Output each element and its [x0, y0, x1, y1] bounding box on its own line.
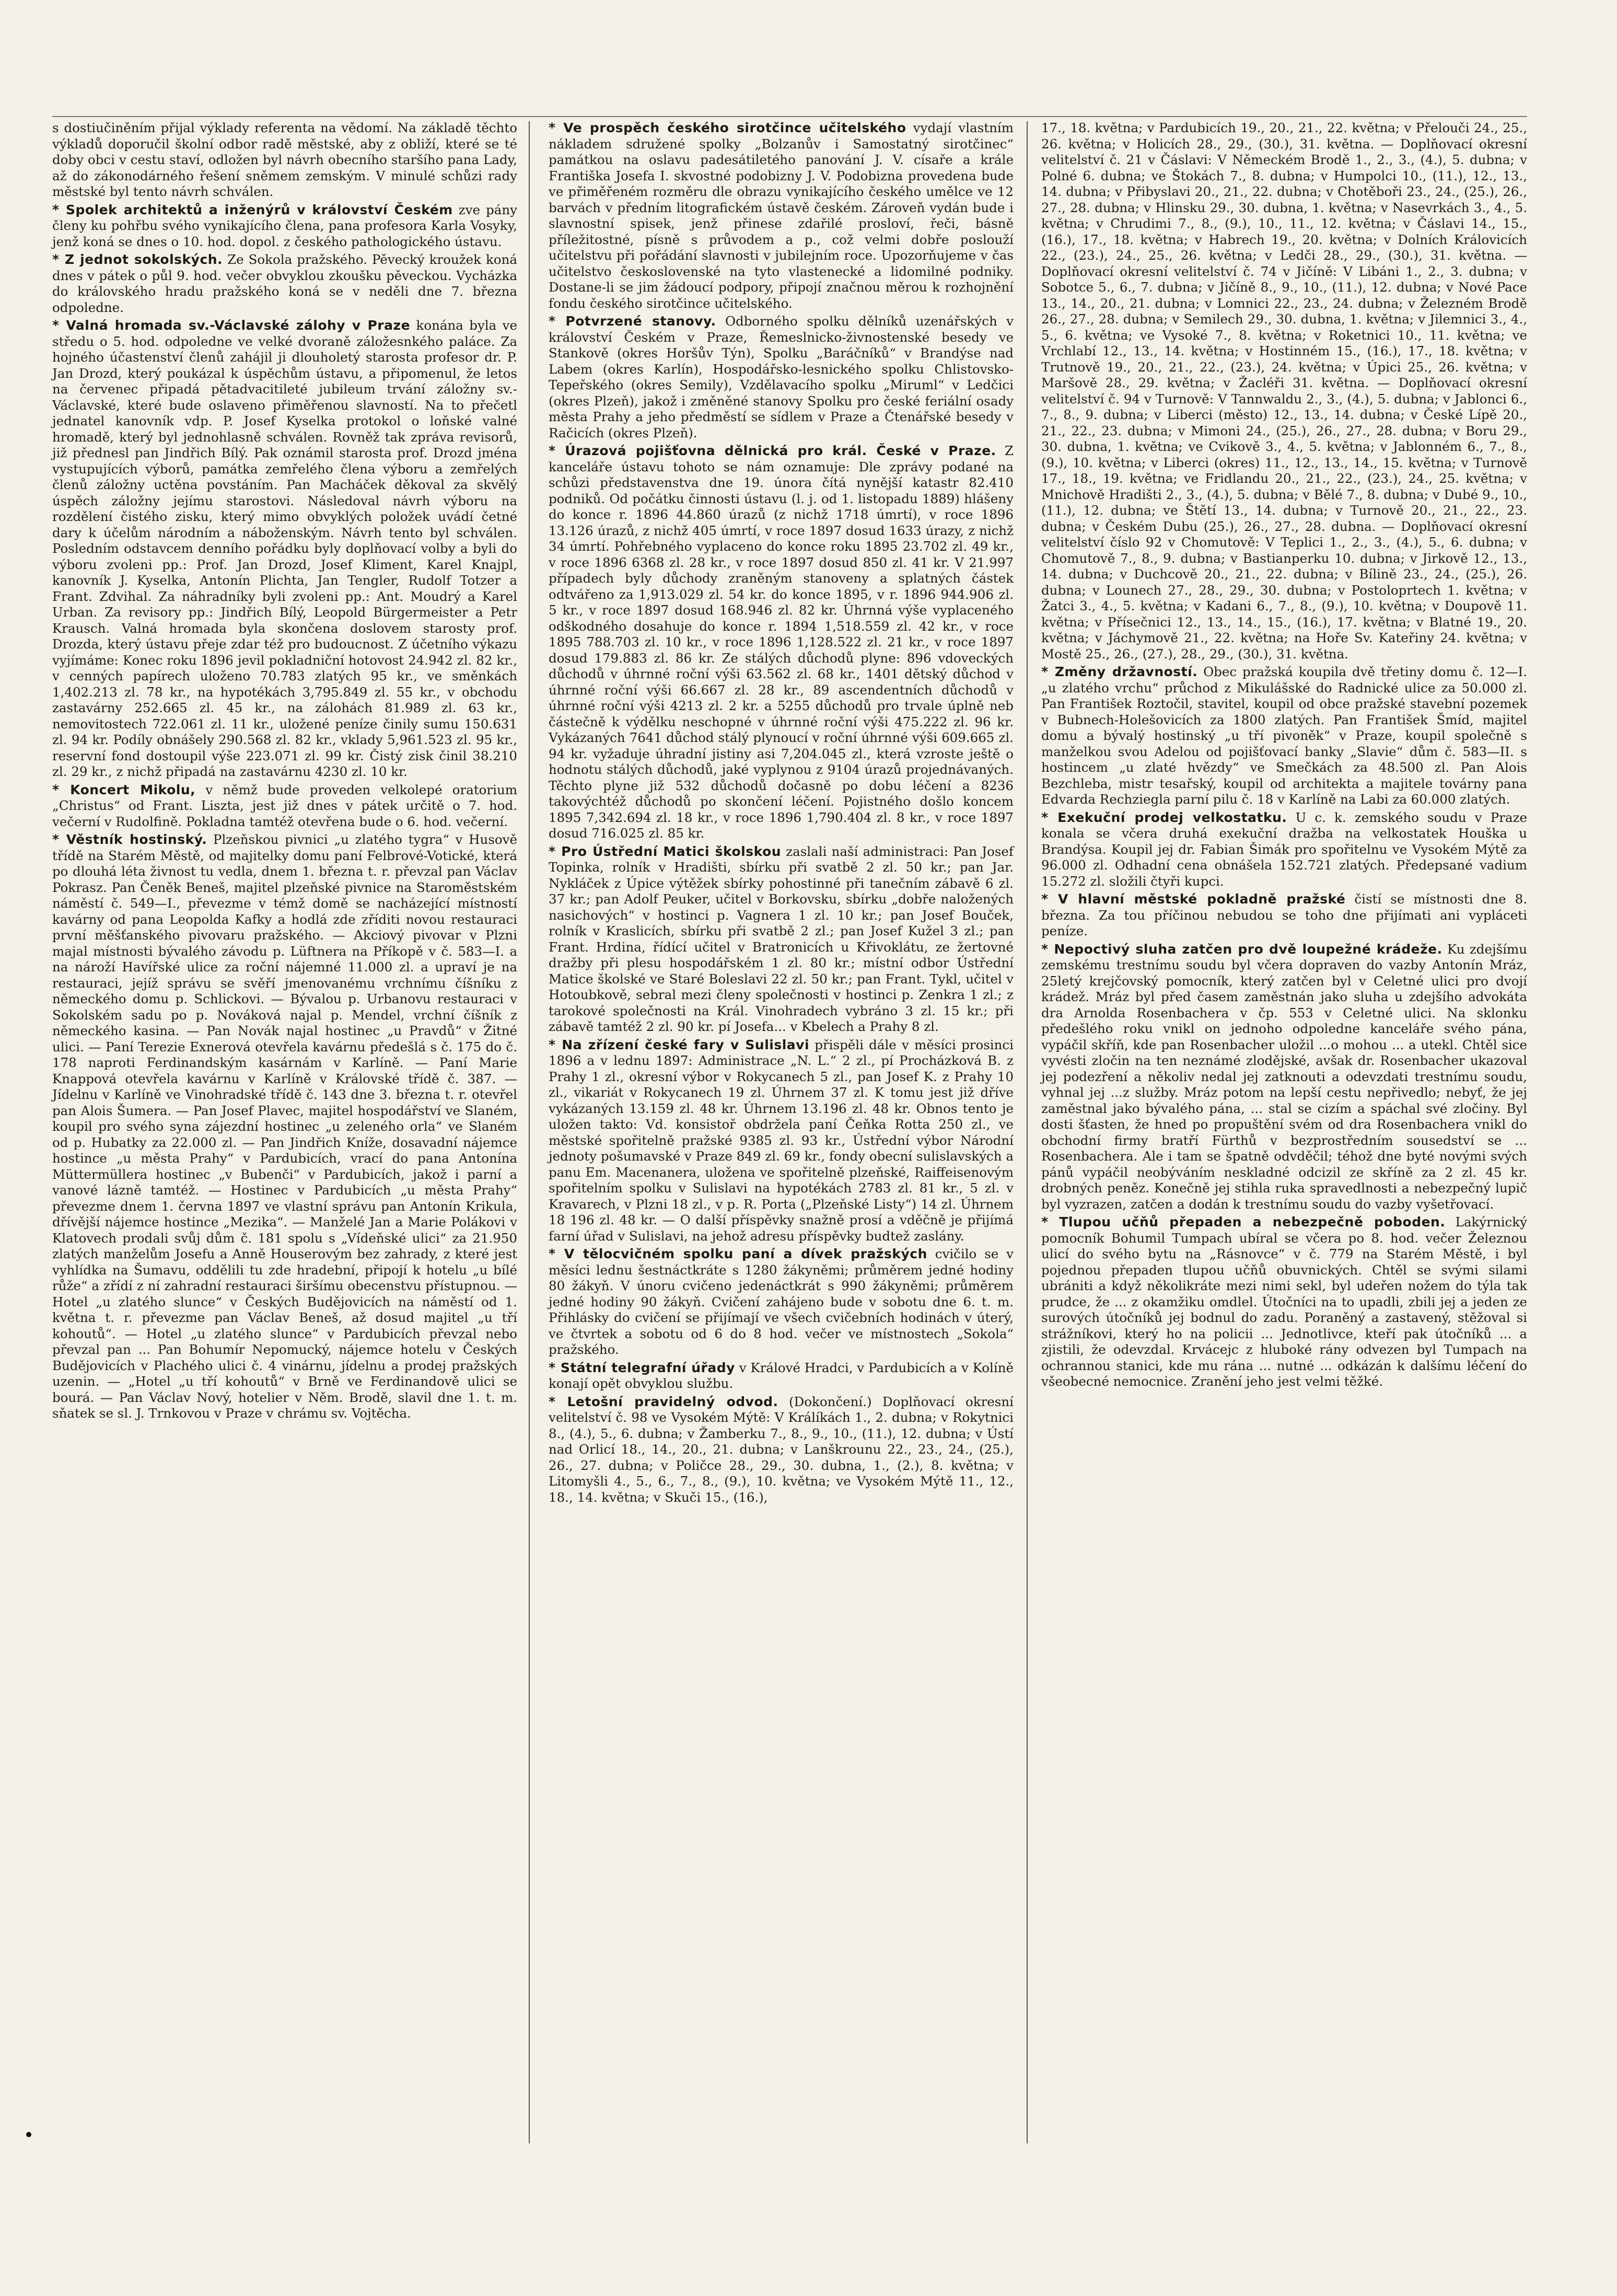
article-text: čistí se místnosti dne 8. března. Za tou příčinou nebudou se toho dne přijímati ani vypláceti peníze. — [1041, 891, 1527, 938]
article-text: 17., 18. května; v Pardubicích 19., 20., 21., 22. května; v Přelouči 24., 25., 26. května; v Holicích 28., 29., (30.), 31. května. — Doplňovací okresní velitelství č. 21 v Čáslavi: V Německém Brodě 1., 2., 3., (4.), 5. dubna; v Polné 6. dubna; ve Štokách 7., 8. dubna; v Humpolci 10., (11.), 12., 13., 14. dubna; v Přibyslavi 20., 21., 22. dubna; v Chotěboři 23., 24., (25.), 26., 27., 28. dubna; v Hlinsku 29., 30. dubna, 1. května; v Nasevrkách 3., 4., 5. května; v Chrudimi 7., 8., (9.), 10., 11., 12. května; v Čáslavi 14., 15., (16.), 17., 18. května; v Habrech 19., 20. května; v Dolních Královicích 22., (23.), 24., 25., 26. května; v Ledči 28., 29., (30.), 31. května. — Doplňovací okresní velitelství č. 74 v Jičíně: V Libáni 1., 2., 3. dubna; v Sobotce 5., 6., 7. dubna; v Jičíně 8., 9., 10., (11.), 12. dubna; v Nové Pace 13., 14., 20., 21. dubna; v Lomnici 22., 23., 24. dubna; v Železném Brodě 26., 27., 28. dubna; v Semilech 29., 30. dubna, 1. května; v Jilemnici 3., 4., 5., 6. května; ve Vysoké 7., 8. května; v Roketnici 10., 11. května; ve Vrchlabí 12., 13., 14. května; v Hostinném 15., (16.), 17., 18. května; v Trutnově 19., 20., 21., 22., (23.), 24. května; v Úpici 25., 26. května; v Maršově 28., 29. května; v Žacléři 31. května. — Doplňovací okresní velitelství č. 94 v Turnově: V Tannwaldu 2., 3., (4.), 5. dubna; v Jablonci 6., 7., 8., 9. dubna; v Liberci (město) 12., 13., 14. dubna; v České Lípě 20., 21., 22., 23. dubna; v Mimoni 24., (25.), 26., 27., 28. dubna; v Boru 29., 30. dubna, 1. května; ve Cvikově 3., 4., 5. května; v Jablonném 6., 7., 8., (9.), 10. května; v Liberci (okres) 11., 12., 13., 14., 15. května; v Turnově 17., 18., 19. května; ve Fridlandu 20., 21., 22., (23.), 24., 25. května; v Mnichově Hradišti 2., 3., (4.), 5. dubna; v Bělé 7., 8. dubna; v Dubé 9., 10., (11.), 12. dubna; ve Štětí 13., 14. dubna; v Turnově 20., 21., 22., 23. dubna; v Českém Dubu (25.), 26., 27., 28. dubna. — Doplňovací okresní velitelství číslo 92 v Chomutově: V Teplici 1., 2., 3., (4.), 5., 6. dubna; v Chomutově 7., 8., 9. dubna; v Bastianperku 10. dubna; v Jirkově 12., 13., 14. dubna; v Duchcově 20., 21., 22. dubna; v Bílině 23., 24., (25.), 26. dubna; v Lounech 27., 28., 29., 30. dubna; v Postoloprtech 1. května; v Žatci 3., 4., 5. května; v Kadani 6., 7., 8., (9.), 10. května; v Doupově 11. května; v Přísečnici 12., 13., 14., 15., (16.), 17. května; v Blatné 19., 20. května; v Jáchymově 21., 22. května; na Hoře Sv. Kateřiny 24. května; v Mostě 25., 26., (27.), 28., 29., (30.), 31. května. — [1041, 120, 1527, 662]
article-heading: * Spolek architektů a inženýrů v království Českém — [52, 202, 453, 217]
article-text: Lakýrnický pomocník Bohumil Tumpach ubíral se včera po 8. hod. večer Železnou ulicí do svého bytu na „Rásnovce“ v č. 779 na Starém Městě, i byl pojednou přepaden tlupou učňů obuvnických. Chtěl se svými silami ubrániti a když několikráte mezi nimi sekl, byl udeřen nožem do týla tak prudce, že ... z okamžiku omdlel. Útočníci na to upadli, zbili jej a jeden ze surových útočníků jej bodnul do zadu. Poraněný a zastavený, stěžoval si strážníkovi, který ho na policii ... Jednotlivce, kteří pak útočníků ... a zjistili, že odevzdal. Krvácejc z hluboké rány odvezen byl Tumpach na ochrannou stanici, kde mu rána ... nutné ... odkázán k dalšímu léčení do všeobecné nemocnice. Zranění jeho jest velmi těžké. — [1041, 1214, 1527, 1389]
article-paragraph — [1041, 810, 1527, 890]
article-text: Ze Sokola pražského. Pěvecký kroužek koná dnes v pátek o půl 9. hod. večer obvyklou zkoušku pěveckou. Vycházka do královského hradu pražského koná se v neděli dne 7. března odpoledne. — [52, 252, 518, 315]
article-heading: * Změny državností. — [1041, 664, 1198, 679]
article-paragraph — [52, 318, 517, 780]
article-paragraph — [1041, 891, 1527, 940]
article-text: U c. k. zemského soudu v Praze konala se včera druhá exekuční dražba na velkostatek Houška u Brandýsa. Koupil jej dr. Fabian Šimák pro spořitelnu ve Vysokém Mýtě za 96.000 zl. Odhadní cena obnášela 152.721 zlatých. Předepsané vadium 15.272 zl. složili čtyři kupci. — [1041, 809, 1527, 889]
article-paragraph — [549, 1394, 1014, 1506]
article-heading: * Na zřízení české fary v Sulislavi — [549, 1037, 810, 1052]
article-paragraph — [1041, 1214, 1527, 1390]
article-heading: * Nepoctivý sluha zatčen pro dvě loupežné krádeže. — [1041, 941, 1442, 957]
column-1 — [52, 120, 517, 1424]
column-rule-1 — [529, 121, 530, 2143]
article-heading: * Valná hromada sv.-Václavské zálohy v Praze — [52, 318, 411, 333]
article-text: Ku zdejšímu zemskému trestnímu soudu byl včera dopraven do vazby Antonín Mráz, 25letý krejčovský pomocník, který zatčen byl v Celetné ulici pro dvojí krádež. Mráz byl před časem zaměstnán jako sluha u zdejšího advokáta dra Arnolda Rosenbachera v čp. 553 v Celetné ulici. Na sklonku předešlého roku vnikl on jednoho odpoledne kanceláře svého pána, vypáčil skříň, kde pan Rosenbacher uložil ...o mohou ... a utekl. Chtěl sice vyvésti zločin na ten neznámé zlodějské, avšak dr. Rosenbacher ukazoval jej podezření a několiv nedal jej zatknouti a odevzdati trestnímu soudu, vyhnal jej ...z služby. Mráz potom na lepší cestu nepřivedlo; nebyť, že jej zaměstnal jako bývalého pána, ... stal se cizím a spáchal své zločiny. Byl dosti šťasten, že hned po propuštění svém od dra Rosenbachera vnikl do obchodní firmy bratří Fürthů v bezprostředním sousedství se ... Rosenbachera. Ale i tam se špatně odvděčil; téhož dne byté novými svých pánů vypáčil neobýváním neskladné odcizil ze skříně za 2 zl. 45 kr. drobných peněz. Konečně jej stihla ruka spravedlnosti a nebezpečný lupič byl vyzrazen, zatčen a dodán k trestnímu soudu do vazby vyšetřovací. — [1041, 941, 1527, 1212]
article-paragraph — [549, 844, 1014, 1035]
column-3 — [1041, 120, 1527, 1392]
article-text: s dostiučiněním přijal výklady referenta na vědomí. Na základě těchto výkladů doporučil školní odbor radě městské, aby z obliží, které se té doby obci v cestu staví, odložen byl návrh obecního staršího pana Lady, až do zákonodárného řešení sněmem zemským. V minulé schůzi rady městské byl tento návrh schválen. — [52, 120, 517, 199]
article-paragraph — [549, 1246, 1014, 1358]
article-paragraph — [549, 1037, 1014, 1245]
article-heading: * Tlupou učňů přepaden a nebezpečně poboden. — [1041, 1214, 1446, 1230]
article-heading: * Z jednot sokolských. — [52, 252, 223, 267]
article-paragraph — [1041, 120, 1527, 662]
article-paragraph — [549, 1360, 1014, 1392]
article-heading: * Potvrzené stanovy. — [549, 314, 716, 329]
column-2 — [549, 120, 1014, 1508]
article-text: zaslali naší administraci: Pan Josef Topinka, rolník v Hradišti, sbírku při svatbě 2 zl. 50 kr.; pan Jar. Nykláček z Úpice výtěžek sbírky pohostinné při tanečním zábavě 6 zl. 37 kr.; pan Adolf Peuker, učitel v Borkovsku, sbírku „dobře naložených nasichových“ v hostinci p. Vagnera 1 zl. 10 kr.; pan Josef Bouček, rolník v Kraslicích, sbírku při svatbě 2 zl.; pan Josef Kužel 3 zl.; pan Frant. Hrdina, řídící učitel v Bratronicích u Křivoklátu, ze žertovné dražby při plesu hospodářském 1 zl. 80 kr.; místní odbor Ústřední Matice školské ve Staré Boleslavi 22 zl. 50 kr.; pan Frant. Tykl, učitel v Hotoubkově, sebral mezi členy společnosti v hostinci p. Zenkra 1 zl.; z tarokové společnosti na Král. Vinohradech vybráno 3 zl. 15 kr.; při zábavě tamtéž 2 zl. 90 kr. pí Josefa... v Kbelech a Prahy 8 zl. — [549, 843, 1014, 1034]
article-text: přispěli dále v měsíci prosinci 1896 a v lednu 1897: Administrace „N. L.“ 2 zl., pí Procházková B. z Prahy 1 zl., okresní výbor v Rokycanech 5 zl., pan Josef K. z Prahy 10 zl., vikariát v Rokycanech 19 zl. Úhrnem 37 zl. K tomu jest již dříve vykázaných 13.159 zl. 48 kr. Úhrnem 13.196 zl. 48 kr. Obnos tento je uložen takto: Vd. konsistoř obdržela paní Čeňka Rotta 250 zl., ve městské spořitelně pražské 9385 zl. 93 kr., Ústřední výbor Národní jednoty pošumavské v Praze 849 zl. 69 kr., fondy obecní sulislavských a panu Em. Macenanera, uložena ve spořitelně plzeňské, Raiffeisenovým spořitelním spolku v Sulislavi na hypotékách 2783 zl. 81 kr., 5 zl. v Kravarech, v Plzni 18 zl., v p. R. Porta („Plzeňské Listy“) 14 zl. Úhrnem 18 196 zl. 48 kr. — O další příspěvky snažně prosí a vděčně je přijímá farní úřad v Sulislavi, na jehož adresu příspěvky budtež zaslány. — [549, 1037, 1014, 1244]
article-heading: * Koncert Mikolu, — [52, 782, 196, 797]
article-paragraph — [52, 782, 517, 830]
article-text: zve pány členy ku pohřbu svého vynikajícího člena, pana profesora Karla Vosyky, jenž koná se dnes o 10. hod. dopol. z českého pathologického ústavu. — [52, 202, 517, 249]
article-paragraph — [549, 314, 1014, 441]
article-paragraph — [52, 120, 517, 200]
article-paragraph — [52, 832, 517, 1422]
article-paragraph — [52, 202, 517, 250]
article-heading: * Státní telegrafní úřady — [549, 1360, 735, 1375]
article-heading: * Věstník hostinský. — [52, 832, 207, 847]
article-heading: * Letošní pravidelný odvod. — [549, 1394, 778, 1409]
article-paragraph — [1041, 664, 1527, 808]
article-heading: * Ve prospěch českého sirotčince učitelského — [549, 120, 906, 135]
article-text: Z kanceláře ústavu tohoto se nám oznamuje: Dle zprávy podané na schůzi představenstva dne 19. února čítá nynější katastr 82.410 podniků. Od počátku činnosti ústavu (l. j. od 1. listopadu 1889) hlášeny do konce r. 1896 44.860 úrazů (z nichž 1718 úmrtí), v roce 1896 13.126 úrazů, z nichž 405 úmrtí, v roce 1897 dosud 1633 úrazy, z nichž 34 úmrtí. Pohřebného vyplaceno do konce roku 1895 23.702 zl. 49 kr., v roce 1896 6368 zl. 28 kr., v roce 1897 dosud 850 zl. 41 kr. V 21.997 případech byly důchody zraněným stanoveny a splatných částek odtvářeno za 1,913.029 zl. 54 kr. do konce 1895, v r. 1896 944.906 zl. 5 kr., v roce 1897 dosud 168.946 zl. 82 kr. Úhrnná výše vyplaceného odškodného dosahuje do konce r. 1894 1,518.559 zl. 42 kr., v roce 1895 788.703 zl. 10 kr., v roce 1896 1,128.522 zl. 21 kr., v roce 1897 dosud 179.883 zl. 86 kr. Ze stálých důchodů plyne: 896 vdoveckých důchodů v úhrnné roční výši 63.562 zl. 68 kr., 1401 dětský důchod v úhrnné roční výši 66.667 zl. 28 kr., 89 ascendentních důchodů v úhrnné roční výši 4213 zl. 2 kr. a 5255 důchodů pro trvale úplně neb částečně k výdělku neschopné v úhrnné roční výši 475.222 zl. 96 kr. Vykázaných 7641 důchod stálý plynoucí v roční úhrnné výši 609.665 zl. 94 kr. vyžaduje úhradní jistiny asi 7,204.045 zl., která vzroste ještě o hodnotu stálých důchodů, jaké vyplynou z 9104 úrazů projednávaných. Těchto plyne již 532 důchodů dočasně po dobu léčení a 8236 takovýchtéž důchodů po skončení léčení. Pojistného došlo koncem 1895 7,342.694 zl. 18 kr., v roce 1896 1,790.404 zl. 8 kr., v roce 1897 dosud 716.025 zl. 85 kr. — [549, 443, 1014, 841]
article-text: Plzeňskou pivnici „u zlatého tygra“ v Husově třídě na Starém Městě, od majitelky domu paní Felbrové-Votické, která po dlouhá léta živnost tu vedla, dnem 1. března t. r. převzal pan Václav Pokrasz. Pan Čeněk Beneš, majitel plzeňské pivnice na Staroměstském náměstí č. 549—I., převezme v témž domě se nacházející místností kavárny od pana Leopolda Kafky a hodlá zde zříditi novou restauraci první měšťanského pivovaru pražského. — Akciový pivovar v Plzni majal místnosti bývalého závodu p. Lüftnera na Příkopě v č. 583—I. a na nároží Havířské ulice za roční nájemné 11.000 zl. a upraví je na restauraci, jejíž správu se svěří jmenovanému vrchnímu číšníku z německého domu p. Schlickovi. — Bývalou p. Urbanovu restauraci v Sokolském sadu po p. Nováková najal p. Mendel, vrchní číšník z německého kasina. — Pan Novák najal hostinec „u Pravdů“ v Žitné ulici. — Paní Terezie Exnerová otevřela kavárnu předešlá s č. 175 do č. 178 naproti Ferdinandským kasárnám v Karlíně. — Paní Marie Knappová otevřela kavárnu v Karlíně v Královské třídě č. 387. — Jídelnu v Karlíně ve Vinohradské třídě č. 143 dne 3. března t. r. otevřel pan Alois Šumera. — Pan Josef Plavec, majitel hospodářství ve Slaném, koupil pro svého syna zájezdní hostinec „u zeleného orla“ ve Slaném od p. Hubatky za 22.000 zl. — Pan Jindřich Kníže, dosavadní nájemce hostince „u města Prahy“ v Pardubicích, vrací do pana Antonína Müttermüllera hostinec „v Bubenči“ v Pardubicích, jakož i parní a vanové lázně tamtéž. — Hostinec v Pardubicích „u města Prahy“ převezme dnem 1. června 1897 ve vlastní správu pan Antonín Krikula, dřívější nájemce hostince „Mezika“. — Manželé Jan a Marie Polákovi v Klatovech prodali svůj dům č. 181 spolu s „Vídeňské ulici“ za 21.950 zlatých manželům Josefu a Anně Houserovým bez zahrady, z které jest vyhlídka na Šumavu, oddělili tu zde hradební, připojí k hotelu „u bílé růže“ a zřídí z ní zahradní restauraci širšímu obecenstvu přístupnou. — Hotel „u zlatého slunce“ v Českých Budějovicích na náměstí od 1. května t. r. převezme pan Václav Beneš, až dosud majitel „u tří kohoutů“. — Hotel „u zlatého slunce“ v Pardubicích převzal nebo převzal pan ... Pan Bohumír Nepomucký, nájemce hotelu v Českých Budějovicích v Plachého ulici č. 4 vinárnu, jídelnu a prodej pražských uzenin. — „Hotel „u tří kohoutů“ v Brně ve Ferdinandově ulici se bourá. — Pan Václav Nový, hotelier v Něm. Brodě, slavil dne 1. t. m. sňatek se sl. J. Trnkovou v Praze v chrámu sv. Vojtěcha. — [52, 832, 517, 1421]
column-rule-2 — [1027, 121, 1028, 2143]
article-text: v němž bude proveden velkolepé oratorium „Christus“ od Frant. Liszta, jest již dnes v pátek určitě o 7. hod. večerní v Rudolfině. Pokladna tamtéž otevřena bude o 6. hod. večerní. — [52, 782, 517, 829]
article-paragraph — [1041, 942, 1527, 1213]
top-rule — [52, 116, 1527, 117]
article-paragraph — [52, 252, 517, 316]
article-heading: * Úrazová pojišťovna dělnická pro král. České v Praze. — [549, 443, 996, 458]
article-paragraph — [549, 120, 1014, 311]
article-text: (Dokončení.) Doplňovací okresní velitelství č. 98 ve Vysokém Mýtě: V Králíkách 1., 2. dubna; v Rokytnici 8., (4.), 5., 6. dubna; v Žamberku 7., 8., 9., 10., (11.), 12. dubna; v Ústí nad Orlicí 18., 14., 20., 21. dubna; v Lanškrounu 22., 23., 24., (25.), 26., 27. dubna; v Poličce 28., 29., 30. dubna, 1., (2.), 8. května; v Litomyšli 4., 5., 6., 7., 8., (9.), 10. května; ve Vysokém Mýtě 11., 12., 18., 14. května; v Skuči 15., (16.), — [549, 1394, 1014, 1505]
article-text: vydají vlastním nákladem sdružené spolky „Bolzanův i Samostatný sirotčinec“ památkou na oslavu padesátiletého panování J. V. císaře a krále Františka Josefa I. skvostné podobizny J. V. Podobizna provedena bude ve přiměřeném rozměru dle obrazu vynikajícího českého umělce ve 12 barvách v předním litografickém ústavě českém. Zároveň vydán bude i slavnostní spisek, jenž přinese zdařilé prosloví, řeči, básně příležitostné, písně s průvodem a p., což velmi dobře poslouží učitelstvu při pořádání slavnosti v jubilejním roce. Upozorňujeme v čas učitelstvo československé na tyto vlastenecké a lidomilné podniky. Dostane-li se jim žádoucí podpory, připojí značnou měrou k rozhojnění fondu českého sirotčince učitelského. — [549, 120, 1014, 311]
article-text: v Králové Hradci, v Pardubicích a v Kolíně konají opět obvyklou službu. — [549, 1360, 1014, 1391]
article-text: konána byla ve středu o 5. hod. odpoledne ve velké dvoraně záložesnkého paláce. Za hojného účastenství členů zahájil ji dlouholetý starosta profesor dr. P. Jan Drozd, který poukázal k úspěchům ústavu, a připomenul, že letos na červenec připadá pětadvacitileté jubileum trvání záložny sv.-Václavské, které bude oslaveno přiměřenou slavností. Na to přečetl jednatel kanovník vdp. P. Josef Kyselka protokol o loňské valné hromadě, který byl jednohlasně schválen. Rovněž tak zpráva revisorů, již přednesl pan Jindřich Bílý. Pak oznámil starosta prof. Drozd jména vystupujících výborů, památka zemřelého člena výboru a zemřelých členů záložny uctěna povstáním. Pan Macháček děkoval za skvělý úspěch záložny jejímu starostovi. Následoval návrh výboru na rozdělení čistého zisku, který mimo obvyklých položek uvádí četné dary k účelům národním a náboženským. Návrh tento byl schválen. Posledním odstavcem denního pořádku byly doplňovací volby a byli do výboru zvoleni pp.: Prof. Jan Drozd, Josef Kliment, Karel Knajpl, kanovník J. Kyselka, Antonín Plichta, Jan Tengler, Rudolf Totzer a Frant. Zdvihal. Za náhradníky byli zvoleni pp.: Ant. Moudrý a Karel Urban. Za revisory pp.: Jindřich Bílý, Leopold Bürgermeister a Petr Krausch. Valná hromada byla skončena doslovem starosty prof. Drozda, který ústavu přeje zdar též pro budoucnost. Z účetního výkazu vyjímáme: Konec roku 1896 jevil pokladniční hotovost 24.942 zl. 82 kr., v cenných papírech uloženo 70.783 zlatých 95 kr., ve směnkách 1,402.213 zl. 78 kr., na hypotékách 3,795.849 zl. 55 kr., v obchodu zastavárny 252.665 zl. 45 kr., na zálohách 81.989 zl. 63 kr., nemovitostech 722.061 zl. 11 kr., uložené peníze činily sumu 150.631 zl. 94 kr. Podíly obnášely 290.568 zl. 82 kr., vklady 5,961.523 zl. 95 kr., reservní fond dostoupil výše 223.071 zl. 99 kr. Čistý zisk činil 38.210 zl. 29 kr., z nichž připadá na zastavárnu 4230 zl. 10 kr. — [52, 318, 517, 779]
article-heading: * Pro Ústřední Matici školskou — [549, 843, 782, 859]
article-heading: * Exekuční prodej velkostatku. — [1041, 809, 1287, 825]
article-text: Obec pražská koupila dvě třetiny domu č. 12—I. „u zlatého vrchu“ průchod z Mikulášské do Radnické ulice za 50.000 zl. Pan František Roztočil, stavitel, koupil od obce pražské stavební pozemek v Bubnech-Holešovicích za 1800 zlatých. Pan František Šmíd, majitel domu a bývalý hostinský „u tří pivoněk“ v Praze, koupil společně s manželkou svou Adelou od pojišťovací banky „Slavie“ dům č. 583—II. s hostincem „u zlaté hvězdy“ ve Smečkách za 48.500 zl. Pan Alois Bezchleba, mistr tesařský, koupil od architekta a majitele továrny pana Edvarda Rechziegla parní pilu č. 18 v Karlíně na Labi za 60.000 zlatých. — [1041, 664, 1527, 807]
article-text: Odborného spolku dělníků uzenářských v království Českém v Praze, Řemeslnicko-živnostenské besedy ve Stankově (okres Horšův Týn), Spolku „Baráčníků“ v Brandýse nad Labem (okres Karlín), Hospodářsko-lesnického spolku Chlistovsko-Tepeřského (okres Semily), Vzdělavacího spolku „Miruml“ v Ledčici (okres Plzeň), jakož i změněné stanovy Spolku pro české feriální osady města Prahy a jeho předměstí se sídlem v Praze a Čtenářské besedy v Račicích (okres Plzeň). — [549, 314, 1014, 440]
article-heading: * V tělocvičném spolku paní a dívek pražských — [549, 1246, 927, 1261]
article-paragraph — [549, 443, 1014, 842]
article-heading: * V hlavní městské pokladně pražské — [1041, 891, 1346, 907]
article-text: cvičilo se v měsíci lednu šestnáctkráte s 1280 žákyněmi; průměrem jedné hodiny 80 žákyň. V únoru cvičeno jedenáctkrát s 990 žákyněmi; průměrem jedné hodiny 90 žákyň. Cvičení zahájeno bude v sobotu dne 6. t. m. Přihlásky do cvičení se přijímají ve všech cvičebních hodinách v úterý, ve čtvrtek a sobotu od 6 do 8 hod. večer ve místnostech „Sokola“ pražského. — [549, 1246, 1014, 1357]
punch-hole — [26, 2132, 31, 2137]
